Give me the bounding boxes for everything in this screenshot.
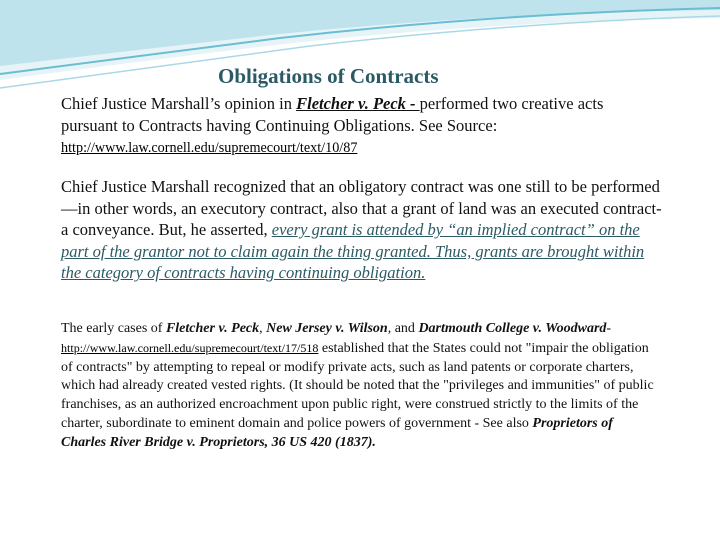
paragraph3-text-c: , and [387,321,419,336]
implied-contract-quote: every grant is attended by “an implied contract” on the part of the grantor not to claim again the thing granted. Thus, grants are brought within the category of contracts having continuing obligation. [61,220,645,283]
case-name-fletcher-v-peck: Fletcher v. Peck - [296,94,420,113]
case-citation: 36 US 420 (1837). [271,434,376,450]
source-link-17-518[interactable]: http://www.law.cornell.edu/supremecourt/text/17/518 [61,340,319,355]
case-name-dartmouth-college: Dartmouth College v. Woodward [418,321,607,336]
paragraph2-text: Chief Justice Marshall recognized that an obligatory contract was one still to be performed—in other words, an executory contract, also that a grant of land was an executed contract- a conveyance. But, he asserted, [61,177,662,240]
paragraph3-text-e: established that the States could not "impair the obligation of contracts" by attempting to repeal or modify private acts, such as land patents or corporate charters, which had already created vested rights. (It should be noted that the "privileges and immunities" of public franchises, as an authorized encroachment upon public right, were construed strictly to the limits of the charter, subordinate to eminent domain and police powers of government - See also [61,340,654,431]
paragraph-executory-contract [61,176,666,284]
case-name-new-jersey-v-wilson: New Jersey v. Wilson [266,321,388,336]
paragraph3-text-d: - [606,321,612,336]
case-name-fletcher-v-peck-2: Fletcher v. Peck [165,321,260,336]
paragraph1-text-a: Chief Justice Marshall’s opinion in [61,94,297,113]
slide-title: Obligations of Contracts [218,64,439,88]
source-link-10-87[interactable]: http://www.law.cornell.edu/supremecourt/text/10/87 [61,140,358,157]
paragraph3-text-b: , [259,321,267,336]
paragraph3-text-a: The early cases of [61,321,166,336]
paragraph-early-cases [61,320,661,453]
paragraph-marshall-opinion [61,93,661,160]
paragraph1-text-b: performed two creative acts pursuant to Contracts having Continuing Obligations. See Source: [61,94,604,135]
case-name-charles-river-bridge: Proprietors of Charles River Bridge v. Proprietors, [61,415,613,450]
